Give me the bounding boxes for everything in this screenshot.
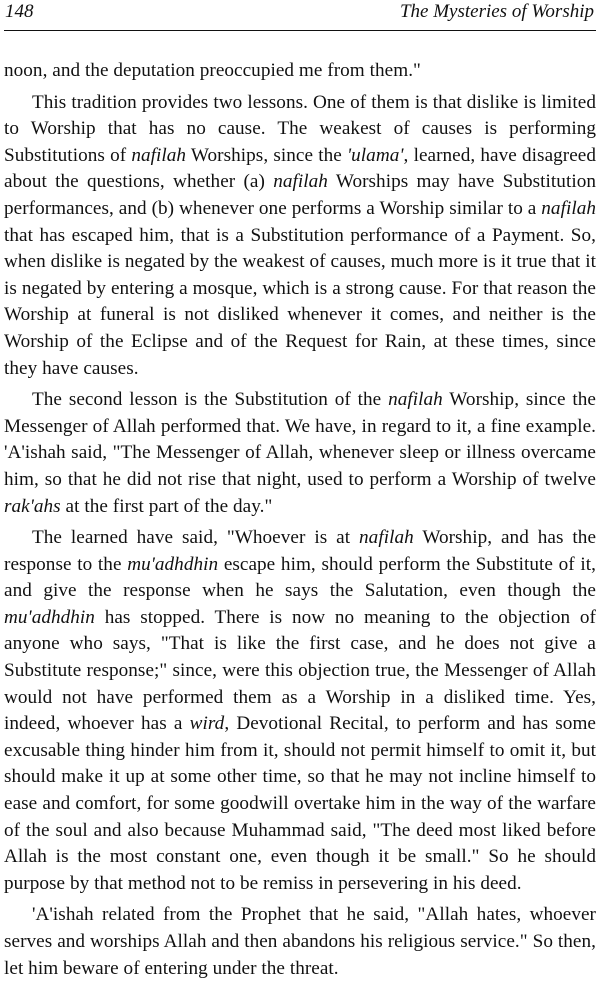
italic-term: mu'adhdhin xyxy=(4,606,95,628)
text-run: Worships, since the xyxy=(186,144,347,166)
italic-term: nafilah xyxy=(131,144,187,166)
text-run: Worships may have Substitution performances, and (b) whenever one performs a Worship similar to a xyxy=(4,171,596,219)
page-number: 148 xyxy=(5,1,34,22)
italic-term: 'ulama' xyxy=(347,144,404,166)
paragraph xyxy=(4,387,596,520)
text-run: escape him, should perform the Substitute of it, and give the response when he says the Salutation, even though the xyxy=(4,553,596,602)
text-run: 'A'ishah related from the Prophet that he said, "Allah hates, whoever serves and worships Allah and then abandons his religious service." So then, let him beware of entering under the threat. xyxy=(4,904,596,979)
paragraph xyxy=(4,58,596,85)
paragraph xyxy=(4,902,596,982)
italic-term: rak'ahs xyxy=(4,495,61,517)
text-run: , learned, have disagreed about the questions, whether (a) xyxy=(4,144,596,193)
text-body xyxy=(4,58,596,982)
italic-term: nafilah xyxy=(273,171,328,193)
paragraph xyxy=(4,525,596,897)
text-run: that has escaped him, that is a Substitution performance of a Payment. So, when dislike is negated by the weakest of causes, much more is it true that it is negated by entering a mosque, which is a strong cause. For that reason the Worship at funeral is not disliked whenever it comes, and neither is the Worship of the Eclipse and of the Request for Rain, at these times, since they have causes. xyxy=(4,224,596,379)
italic-term: wird xyxy=(189,713,225,735)
text-run: Worship, since the Messenger of Allah performed that. We have, in regard to it, a fine example. 'A'ishah said, "The Messenger of Allah, whenever sleep or illness overcame him, so that he did not rise that night, used to perform a Worship of twelve xyxy=(4,389,596,490)
italic-term: mu'adhdhin xyxy=(127,553,219,575)
running-title: The Mysteries of Worship xyxy=(399,1,594,22)
text-run: at the first part of the day." xyxy=(60,495,273,517)
text-run: has stopped. There is now no meaning to the objection of anyone who says, "That is like the first case, and he does not give a Substitute response;" since, were this objection true, the Messenger of Allah would not have performed them as a Worship in a disliked time. Yes, indeed, whoever has a xyxy=(4,606,596,735)
paragraph xyxy=(4,90,596,383)
text-run: This tradition provides two lessons. One of them is that dislike is limited to Worship that has no cause. The weakest of causes is performing Substitutions of xyxy=(4,91,596,166)
text-run: The second lesson is the Substitution of the xyxy=(32,389,389,411)
italic-term: nafilah xyxy=(541,197,596,219)
running-head xyxy=(4,0,596,31)
italic-term: nafilah xyxy=(359,527,414,549)
italic-term: nafilah xyxy=(388,389,443,411)
text-run: noon, and the deputation preoccupied me from them." xyxy=(4,60,421,81)
text-run: , Devotional Recital, to perform and has some excusable thing hinder him from it, should not permit himself to omit it, but should make it up at some other time, so that he may not incline himself to ease and comfort, for some goodwill overtake him in the way of the warfare of the soul and also because Muhammad said, "The deed most liked before Allah is the most constant one, even though it be small." So he should purpose by that method not to be remiss in persevering in his deed. xyxy=(4,713,596,894)
text-run: Worship, and has the response to the xyxy=(4,527,597,575)
text-run: The learned have said, "Whoever is at xyxy=(32,527,360,549)
